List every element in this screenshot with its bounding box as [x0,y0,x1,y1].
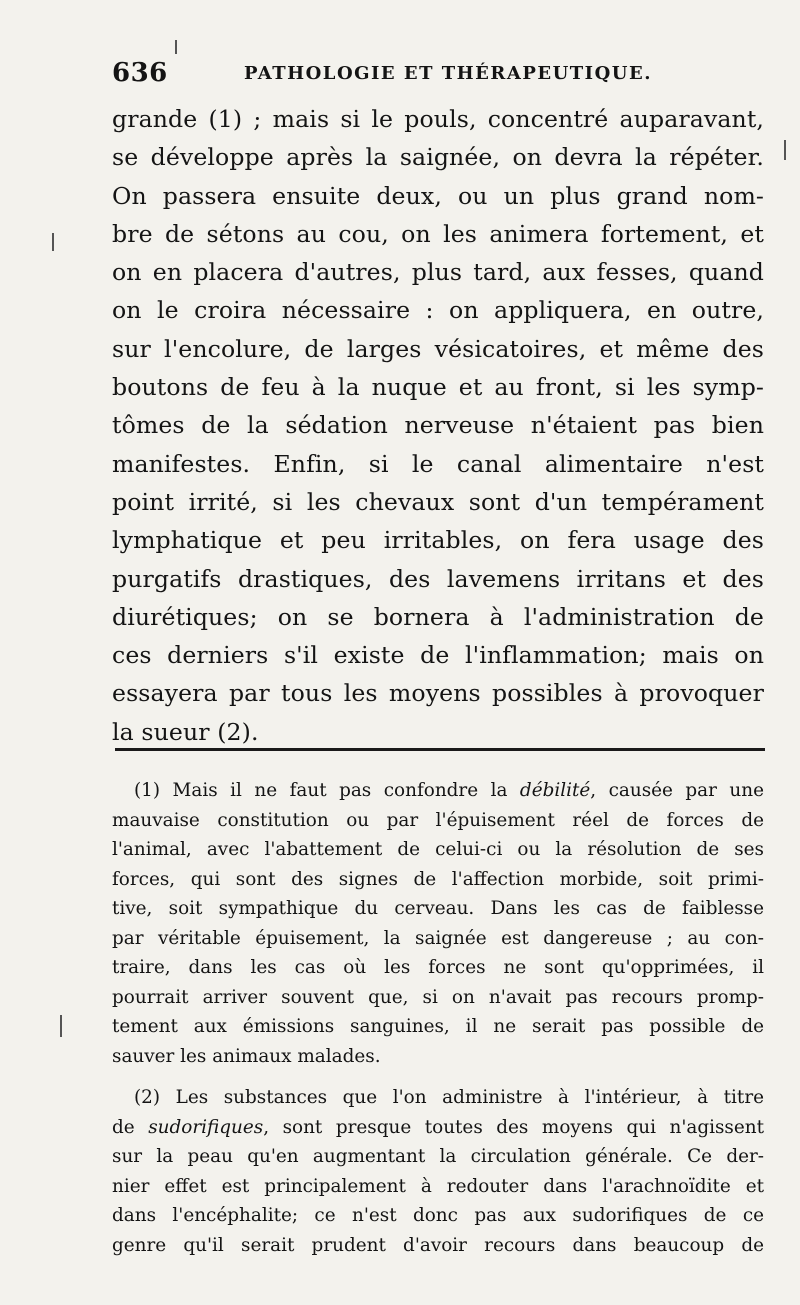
text-line: la sueur (2). [112,717,259,746]
text-line: purgatifs drastiques, des lavemens irritans et des [112,564,764,593]
text-line: on en placera d'autres, plus tard, aux fesses, quand [112,258,764,287]
text-line: ces derniers s'il existe de l'inflammation; mais on [112,641,764,670]
footnote-1-text: , causée par une [590,780,764,801]
footnote-2-line: sur la peau qu'en augmentant la circulation générale. Ce der- [112,1146,764,1167]
footnote-1-text: (1) Mais il ne faut pas confondre la [134,780,520,801]
footnote-2-line: nier effet est principalement à redouter dans l'arachnoïdite et [112,1175,764,1197]
footnote-1-line: pourrait arriver souvent que, si on n'avait pas recours promp- [112,986,764,1008]
scan-edge-mark [52,233,54,251]
text-line: essayera par tous les moyens possibles à provoquer [112,679,764,708]
footnote-2-line: genre qu'il serait prudent d'avoir recours dans beaucoup de [112,1234,764,1256]
footnote-1-line: tive, soit sympathique du cerveau. Dans les cas de faiblesse [112,898,764,919]
footnote-1-line: sauver les animaux malades. [112,1045,381,1067]
footnote-2-line [112,1113,764,1143]
main-text [112,100,764,751]
page-number: 636 [112,58,168,88]
footnote-1-line: mauvaise constitution ou par l'épuisement réel de forces de [112,809,764,831]
scan-edge-mark [175,40,177,54]
footnote-1-line: forces, qui sont des signes de l'affection morbide, soit primi- [112,868,764,890]
text-line: diurétiques; on se bornera à l'administration de [112,602,764,631]
page-header [112,58,772,92]
footnote-2-text: de [112,1116,149,1138]
running-head: PATHOLOGIE ET THÉRAPEUTIQUE. [244,63,652,84]
footnote-separator-rule [115,748,765,751]
scan-edge-mark [784,140,786,160]
footnote-2-text: , sont presque toutes des moyens qui n'agissent [263,1116,764,1138]
footnote-2-line: dans l'encéphalite; ce n'est donc pas aux sudorifiques de ce [112,1205,764,1226]
footnote-1-line [112,776,764,806]
text-line: boutons de feu à la nuque et au front, si les symp- [112,373,764,402]
footnote-1-line: traire, dans les cas où les forces ne sont qu'opprimées, il [112,957,764,978]
text-line: point irrité, si les chevaux sont d'un tempérament [112,487,764,516]
text-line: tômes de la sédation nerveuse n'étaient pas bien [112,411,764,440]
text-line: grande (1) ; mais si le pouls, concentré auparavant, [112,105,764,133]
footnote-1-line: tement aux émissions sanguines, il ne serait pas possible de [112,1016,764,1037]
text-line: bre de sétons au cou, on les animera fortement, et [112,219,764,248]
footnote-1-emphasis: débilité [519,780,591,801]
text-line: se développe après la saignée, on devra la répéter. [112,143,764,172]
text-line: On passera ensuite deux, ou un plus grand nom- [112,181,764,210]
footnote-2-emphasis: sudorifiques [148,1116,264,1138]
footnote-gap [112,1071,764,1083]
text-line: lymphatique et peu irritables, on fera usage des [112,526,764,555]
text-line: sur l'encolure, de larges vésicatoires, et même des [112,334,764,363]
text-line: on le croira nécessaire : on appliquera, en outre, [112,296,764,325]
footnotes [112,776,764,1260]
footnote-1-line: l'animal, avec l'abattement de celui-ci ou la résolution de ses [112,839,764,860]
footnote-2-line: (2) Les substances que l'on administre à l'intérieur, à titre [134,1087,764,1108]
scan-edge-mark [60,1015,62,1037]
footnote-1-line: par véritable épuisement, la saignée est dangereuse ; au con- [112,927,764,949]
text-line: manifestes. Enfin, si le canal alimentaire n'est [112,449,764,478]
